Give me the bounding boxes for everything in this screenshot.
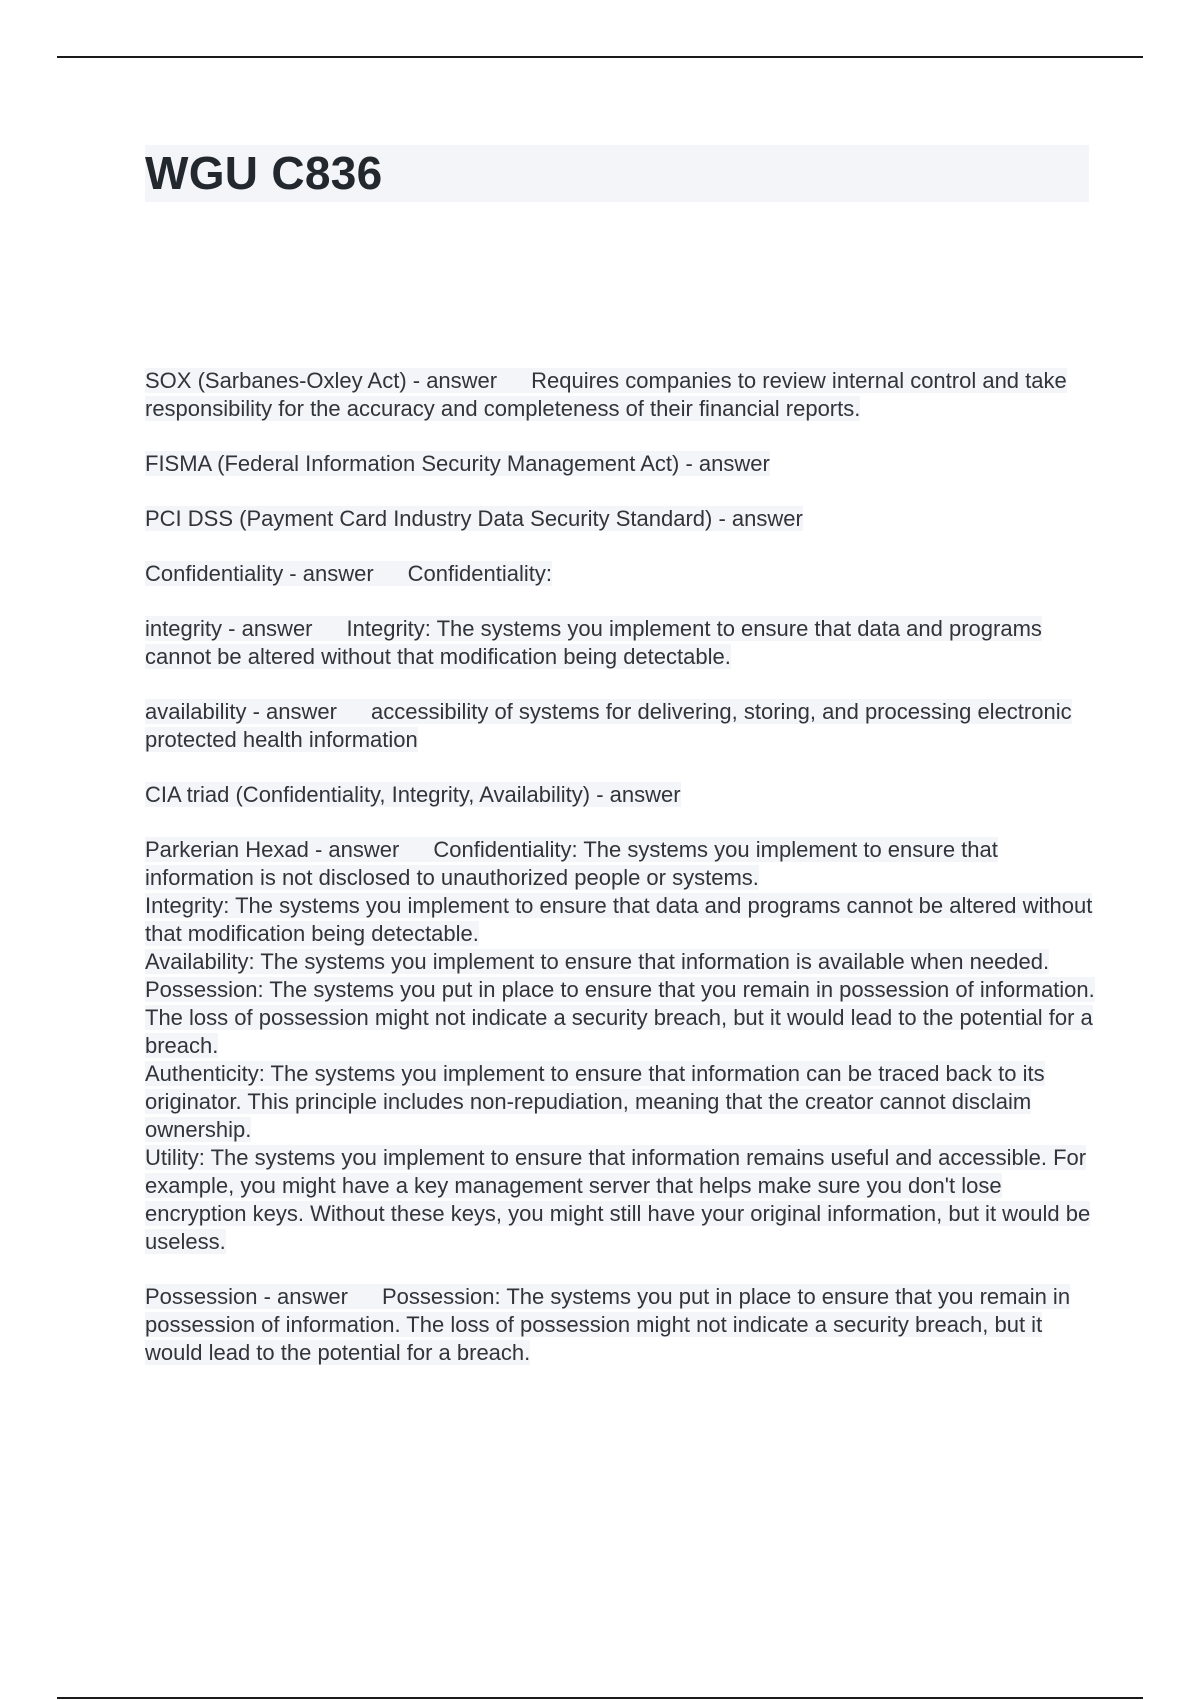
flashcard-term: availability - answer <box>145 699 337 724</box>
flashcard-entry <box>145 781 1095 809</box>
flashcard-entry <box>145 505 1095 533</box>
bottom-rule <box>57 1697 1143 1699</box>
flashcard-term: Confidentiality - answer <box>145 561 374 586</box>
flashcard-definition: Requires companies to review internal control and take responsibility for the accuracy and completeness of their financial reports. <box>145 368 1067 421</box>
flashcard-definition: Confidentiality: The systems you implement to ensure that information is not disclosed to unauthorized people or systems. Integrity: The systems you implement to ensure that data and programs cannot be altered without that modification being detectable. Availability: The systems you implement to ensure that information is available when needed. Possession: The systems you put in place to ensure that you remain in possession of information. The loss of possession might not indicate a security breach, but it would lead to the potential for a breach. Authenticity: The systems you implement to ensure that information can be traced back to its originator. This principle includes non-repudiation, meaning that the creator cannot disclaim ownership. Utility: The systems you implement to ensure that information remains useful and accessible. For example, you might have a key management server that helps make sure you don't lose encryption keys. Without these keys, you might still have your original information, but it would be useless. <box>145 837 1095 1254</box>
flashcard-entry <box>145 836 1095 1256</box>
flashcard-term: CIA triad (Confidentiality, Integrity, Availability) - answer <box>145 782 681 807</box>
document-title: WGU C836 <box>145 147 383 199</box>
flashcard-entry <box>145 698 1095 754</box>
flashcard-entry <box>145 560 1095 588</box>
flashcard-term: Possession - answer <box>145 1284 348 1309</box>
flashcard-term: PCI DSS (Payment Card Industry Data Security Standard) - answer <box>145 506 803 531</box>
flashcard-entry <box>145 615 1095 671</box>
flashcard-list <box>145 367 1095 1394</box>
flashcard-definition: Confidentiality: <box>407 561 552 586</box>
flashcard-definition: Possession: The systems you put in place to ensure that you remain in possession of information. The loss of possession might not indicate a security breach, but it would lead to the potential for a breach. <box>145 1284 1071 1365</box>
flashcard-definition: accessibility of systems for delivering, storing, and processing electronic protected health information <box>145 699 1072 752</box>
flashcard-term: FISMA (Federal Information Security Management Act) - answer <box>145 451 770 476</box>
flashcard-entry <box>145 367 1095 423</box>
flashcard-term: Parkerian Hexad - answer <box>145 837 400 862</box>
flashcard-entry <box>145 450 1095 478</box>
top-rule <box>57 56 1143 58</box>
flashcard-term: SOX (Sarbanes-Oxley Act) - answer <box>145 368 498 393</box>
flashcard-term: integrity - answer <box>145 616 313 641</box>
flashcard-definition: Integrity: The systems you implement to ensure that data and programs cannot be altered without that modification being detectable. <box>145 616 1042 669</box>
flashcard-entry <box>145 1283 1095 1367</box>
